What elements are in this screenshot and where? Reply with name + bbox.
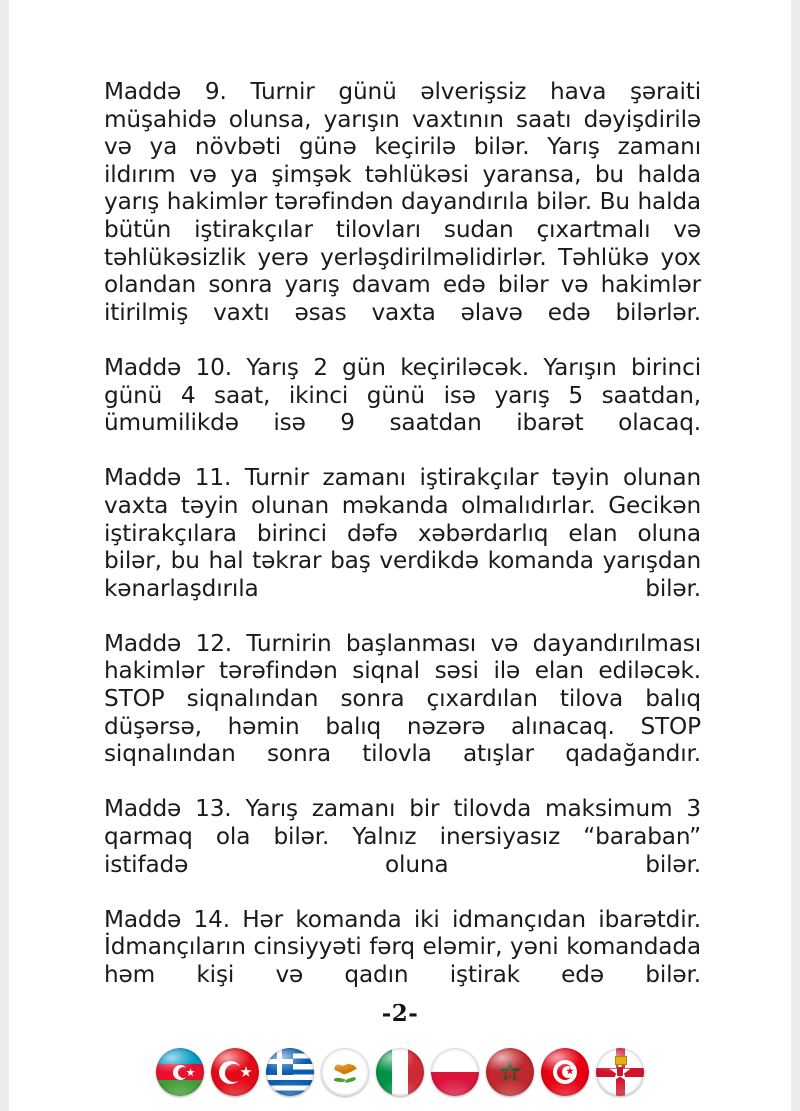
tunisia-flag-icon	[541, 1048, 589, 1096]
paragraph-article-10: Maddə 10. Yarış 2 gün keçiriləcək. Yarışın birinci günü 4 saat, ikinci günü isə yarış 5 saatdan, ümumilikdə isə 9 saatdan ibarət olacaq.	[104, 353, 701, 437]
italy-flag-icon	[376, 1048, 424, 1096]
paragraph-article-13: Maddə 13. Yarış zamanı bir tilovda maksimum 3 qarmaq ola bilər. Yalnız inersiyasız “baraban” istifadə oluna bilər.	[104, 795, 701, 878]
page-text-body	[104, 78, 701, 1016]
paragraph-article-14: Maddə 14. Hər komanda iki idmançıdan ibarətdir. İdmançıların cinsiyyəti fərq eləmir, yəni komandada həm kişi və qadın iştirak edə bilər.	[104, 905, 701, 988]
paragraph-article-12: Maddə 12. Turnirin başlanması və dayandırılması hakimlər tərəfindən siqnal səsi ilə elan ediləcək. STOP siqnalından sonra çıxardılan tilova balıq düşərsə, həmin balıq nəzərə alınacaq. STOP siqnalından sonra tilovla atışlar qadağandır.	[104, 629, 701, 768]
turkey-flag-icon	[211, 1048, 259, 1096]
cyprus-flag-icon	[321, 1048, 369, 1096]
poland-flag-icon	[431, 1048, 479, 1096]
northern-ireland-flag-icon	[596, 1048, 644, 1096]
paragraph-article-9: Maddə 9. Turnir günü əlverişsiz hava şəraiti müşahidə olunsa, yarışın vaxtının saatı dəyişdirilə və ya növbəti günə keçirilə bilər. Yarış zamanı ildırım və ya şimşək təhlükəsi yaransa, bu halda yarış hakimlər tərəfindən dayandırıla bilər. Bu halda bütün iştirakçılar tilovları sudan çıxartmalı və təhlükəsizlik yerə yerləşdirilməlidirlər. Təhlükə yox olandan sonra yarış davam edə bilər və hakimlər itirilmiş vaxtı əsas vaxta əlavə edə bilərlər.	[104, 78, 701, 326]
page-number: -2-	[381, 1000, 419, 1027]
flag-row	[9, 1048, 791, 1096]
azerbaijan-flag-icon	[156, 1048, 204, 1096]
paragraph-article-11: Maddə 11. Turnir zamanı iştirakçılar təyin olunan vaxta təyin olunan məkanda olmalıdırlar. Gecikən iştirakçılara birinci dəfə xəbərdarlıq elan oluna bilər, bu hal təkrar baş verdikdə komanda yarışdan kənarlaşdırıla bilər.	[104, 464, 701, 602]
greece-flag-icon	[266, 1048, 314, 1096]
morocco-flag-icon	[486, 1048, 534, 1096]
